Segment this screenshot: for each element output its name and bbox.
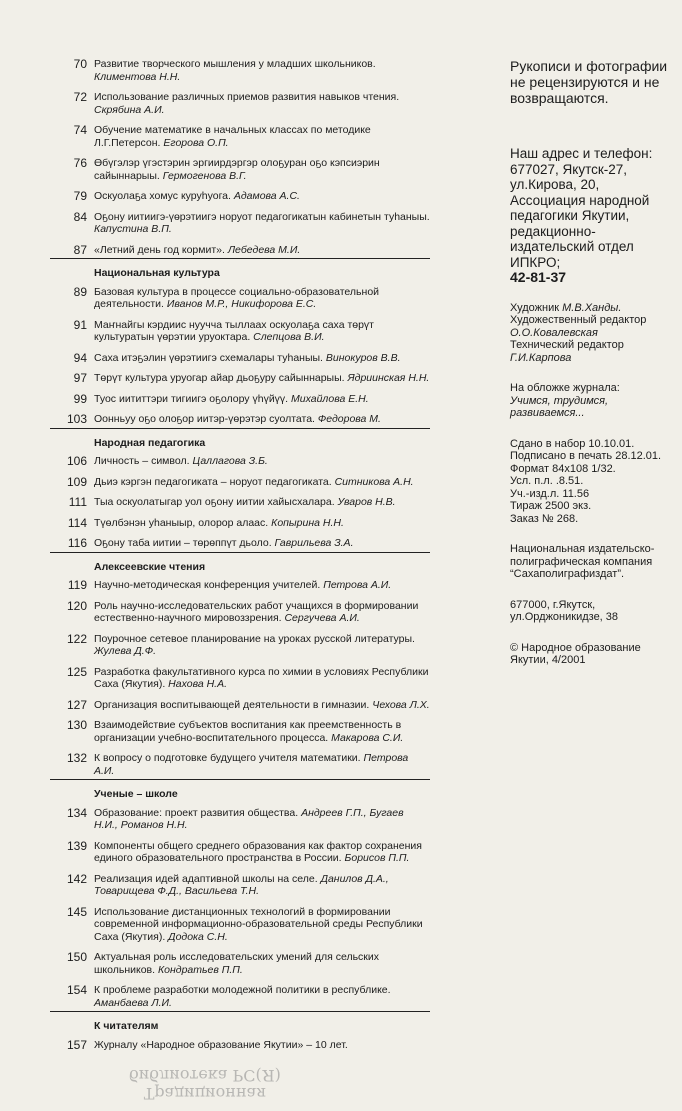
print-detail-line: Подписано в печать 28.12.01. (510, 450, 662, 462)
page-number: 74 (73, 123, 87, 137)
entry-title: Төрүт культура уруогар айар дьоҕуру сайыннарыы. (94, 372, 348, 384)
toc-entry (50, 840, 430, 865)
section-heading: Ученые – школе (94, 788, 178, 800)
toc-entry (50, 190, 430, 203)
toc-entry (50, 319, 430, 344)
copyright: © Народное образование Якутии, 4/2001 (510, 641, 641, 666)
toc-entry (50, 286, 430, 311)
entry-title: Оскуолаҕа хомус куруһуога. (94, 190, 234, 202)
page-number: 84 (73, 209, 87, 224)
entry-author: Уваров Н.В. (337, 496, 396, 508)
entry-title: Взаимодействие субъектов воспитания как преемственность в организации учебно-воспитательного процесса. (94, 719, 402, 744)
tech-editor-label: Технический редактор (510, 339, 624, 351)
entry-author: Михайлова Е.Н. (291, 392, 369, 405)
entry-title: «Летний день год кормит». (94, 243, 228, 256)
entry-title: Оҕону иитиигэ-үөрэтиигэ норуот педагогикатын кабинетын туһаныы. (94, 210, 430, 223)
page-number: 103 (66, 412, 87, 426)
entry-title: К проблеме разработки молодежной политики в республике. (94, 984, 391, 996)
toc-entry (50, 873, 430, 898)
table-of-contents (50, 58, 430, 1059)
page-number: 116 (67, 536, 87, 550)
toc-entry (50, 413, 430, 429)
entry-author: Адамова А.С. (233, 190, 300, 202)
page-number: 125 (66, 664, 87, 679)
phone-number: 42-81-37 (510, 269, 567, 285)
entry-title: Разработка факультативного курса по химии в условиях Республики Саха (Якутия). (94, 665, 429, 690)
page-number: 111 (68, 495, 87, 509)
entry-author: Сергучева А.И. (284, 612, 360, 624)
entry-author: Петрова А.И. (94, 752, 409, 777)
entry-author: Андреев Г.П., Бугаев Н.И., Романов Н.Н. (94, 806, 404, 831)
cover-label: На обложке журнала: (510, 382, 620, 394)
print-detail-line: Тираж 2500 экз. (510, 500, 592, 512)
entry-author: Петрова А.И. (323, 579, 392, 591)
page-number: 119 (67, 578, 87, 592)
cover-caption: Учимся, трудимся, развиваемся... (510, 394, 609, 419)
toc-entry (50, 372, 430, 385)
entry-title: Использование дистанционных технологий в формировании современной информационно-образовательной среды Республики Саха (Якутия). (94, 905, 423, 943)
toc-entry (50, 600, 430, 625)
entry-author: Капустина В.П. (94, 223, 172, 235)
page-number: 106 (66, 454, 87, 468)
toc-entry (50, 352, 430, 365)
entry-author: Винокуров В.В. (325, 351, 401, 364)
page-number: 94 (73, 350, 87, 365)
toc-group (50, 455, 430, 553)
entry-author: Гермогенова В.Г. (162, 169, 247, 182)
toc-entry (50, 951, 430, 976)
entry-title: Оонньуу оҕо олоҕор иитэр-үөрэтэр суолтата. (94, 413, 318, 425)
publisher: Национальная издательско-полиграфическая компания “Сахаполиграфиздат”. (510, 543, 655, 580)
entry-title: Развитие творческого мышления у младших школьников. (94, 58, 376, 70)
artist-name: М.В.Ханды. (562, 301, 622, 314)
page-number: 91 (73, 317, 87, 332)
toc-entry (50, 719, 430, 744)
toc-entry (50, 211, 430, 236)
library-stamp: Традиционная библиотека РС(Я) (129, 1066, 281, 1103)
entry-title: Саха итэҕэлин үөрэтиигэ схемалары туһаныы. (94, 351, 326, 364)
address-text: Наш адрес и телефон: 677027, Якутск-27, ул.Кирова, 20, Ассоциация народной педагогики Якутии, редакционно-издательский отдел ИПКРО; (510, 146, 653, 270)
page-number: 134 (66, 805, 87, 820)
entry-author: Слепцова В.И. (253, 331, 325, 343)
print-detail-line: Усл. п.л. .8.51. (510, 475, 584, 487)
page-number: 99 (73, 391, 87, 406)
entry-author: Нахова Н.А. (168, 678, 227, 690)
toc-group (50, 807, 430, 1013)
entry-title: Оҕону таба иитии – төрөппүт дьоло. (94, 537, 275, 549)
entry-author: Скрябина А.И. (94, 103, 165, 116)
entry-title: Образование: проект развития общества. (94, 806, 302, 819)
credits (510, 302, 676, 365)
page-number: 120 (66, 598, 87, 613)
entry-author: Борисов П.П. (344, 852, 410, 864)
toc-entry (50, 906, 430, 944)
page-number: 132 (66, 751, 87, 765)
toc-entry (50, 579, 430, 592)
toc-entry (50, 393, 430, 406)
section-heading: К читателям (94, 1020, 159, 1032)
entry-author: Кондратьев П.П. (157, 963, 243, 976)
page-number: 145 (66, 904, 87, 919)
contact-address (510, 146, 676, 286)
tech-editor-name: Г.И.Карпова (510, 351, 572, 364)
section-heading: Алексеевские чтения (94, 560, 206, 573)
page-number: 70 (73, 57, 87, 71)
toc-group (50, 58, 430, 259)
page-number: 72 (73, 90, 87, 104)
toc-entry (50, 476, 430, 489)
entry-title: Журналу «Народное образование Якутии» – 10 лет. (94, 1038, 348, 1051)
entry-author: Гаврильева З.А. (274, 537, 354, 549)
entry-author: Додока С.Н. (168, 930, 228, 943)
entry-title: Дьиэ кэргэн педагогиката – норуот педагогиката. (94, 475, 335, 488)
entry-author: Климентова Н.Н. (94, 70, 181, 83)
imprint-column (510, 58, 676, 685)
toc-entry (50, 699, 430, 712)
page-number: 79 (73, 189, 87, 203)
page-number: 76 (73, 156, 87, 170)
page-number: 142 (66, 871, 87, 886)
entry-author: Макарова С.И. (331, 731, 404, 744)
print-detail-line: Формат 84х108 1/32. (510, 462, 616, 475)
art-editor-name: О.О.Ковалевская (510, 326, 598, 339)
entry-title: Тыа оскуолатыгар уол оҕону иитии хайысхалара. (94, 496, 338, 508)
entry-title: Организация воспитывающей деятельности в гимназии. (94, 698, 373, 711)
entry-author: Цаллагова З.Б. (192, 455, 268, 467)
manuscripts-notice: Рукописи и фотографии не рецензируются и не возвращаются. (510, 58, 668, 106)
page-number: 97 (73, 371, 87, 385)
toc-entry (50, 537, 430, 553)
page-number: 89 (73, 284, 87, 299)
entry-title: Туос иититтэри тигиигэ оҕолору үһүйүү. (94, 392, 292, 405)
cover-info (510, 382, 676, 420)
entry-title: Обучение математике в начальных классах по методике Л.Г.Петерсон. (94, 124, 371, 149)
entry-author: Ядриинская Н.Н. (347, 372, 430, 384)
page-number: 150 (66, 950, 87, 964)
page-number: 130 (66, 718, 87, 732)
entry-title: Роль научно-исследовательских работ учащихся в формировании естественно-научного мировоззрения. (94, 599, 419, 624)
entry-author: Лебедева М.И. (227, 243, 301, 256)
entry-title: Компоненты общего среднего образования как фактор сохранения единого образовательного пространства в России. (94, 839, 422, 864)
toc-entry (50, 666, 430, 691)
section-heading: Народная педагогика (94, 436, 206, 449)
page-number: 157 (66, 1037, 87, 1052)
page-number: 87 (73, 242, 87, 257)
toc-entry (50, 496, 430, 509)
artist-label: Художник (510, 301, 560, 314)
page-number: 139 (66, 838, 87, 853)
toc-entry (50, 455, 430, 468)
entry-title: Поурочное сетевое планирование на уроках русской литературы. (94, 632, 415, 645)
entry-title: Реализация идей адаптивной школы на селе. (94, 872, 321, 885)
toc-entry (50, 244, 430, 260)
print-detail-line: Заказ № 268. (510, 512, 579, 525)
toc-entry (50, 752, 430, 780)
art-editor-label: Художественный редактор (510, 314, 647, 326)
toc-entry (50, 124, 430, 149)
print-details (510, 438, 676, 526)
page-number: 122 (66, 631, 87, 646)
toc-entry (50, 984, 430, 1012)
page-number: 109 (66, 474, 87, 489)
entry-title: Маҥнайгы кэрдиис нуучча тыллаах оскуолаҕа саха төрүт культуратын үөрэтии уруоктара. (94, 318, 374, 343)
toc-entry (50, 633, 430, 658)
page-number: 154 (66, 983, 87, 997)
entry-author: Жулева Д.Ф. (94, 645, 156, 657)
publisher-address: 677000, г.Якутск, ул.Орджоникидзе, 38 (510, 598, 619, 623)
toc-entry (50, 58, 430, 83)
entry-title: Актуальная роль исследовательских умений для сельских школьников. (94, 951, 379, 976)
entry-title: Түөлбэнэн уһаныыр, олорор алаас. (94, 516, 272, 529)
entry-title: Базовая культура в процессе социально-образовательной деятельности. (94, 285, 380, 310)
entry-author: Копырина Н.Н. (271, 516, 344, 529)
entry-author: Егорова О.П. (163, 136, 229, 149)
entry-author: Данилов Д.А., Товарищева Ф.Д., Васильева Т.Н. (94, 872, 389, 897)
print-detail-line: Уч.-изд.л. 11.56 (510, 487, 590, 500)
page-number: 127 (66, 697, 87, 712)
toc-entry (50, 91, 430, 116)
entry-title: Использование различных приемов развития навыков чтения. (94, 91, 400, 103)
print-detail-line: Сдано в набор 10.10.01. (510, 437, 635, 450)
section-heading: Национальная культура (94, 267, 220, 279)
page-number: 114 (67, 515, 87, 530)
entry-author: Чехова Л.Х. (372, 698, 430, 711)
entry-title: К вопросу о подготовке будущего учителя математики. (94, 752, 364, 764)
toc-entry (50, 517, 430, 530)
entry-author: Ситникова А.Н. (334, 475, 414, 488)
toc-entry (50, 157, 430, 182)
entry-title: Өбүгэлэр үгэстэрин эргиирдэргэр олоҕуран оҕо кэпсиэрин сайыннарыы. (94, 157, 380, 182)
toc-group (50, 579, 430, 780)
entry-title: Личность – символ. (94, 455, 193, 467)
entry-title: Научно-методическая конференция учителей. (94, 579, 324, 591)
entry-author: Федорова М. (317, 413, 381, 425)
toc-entry (50, 807, 430, 832)
toc-group (50, 286, 430, 429)
entry-author: Иванов М.Р., Никифорова Е.С. (166, 298, 317, 310)
entry-author: Аманбаева Л.И. (94, 996, 172, 1009)
